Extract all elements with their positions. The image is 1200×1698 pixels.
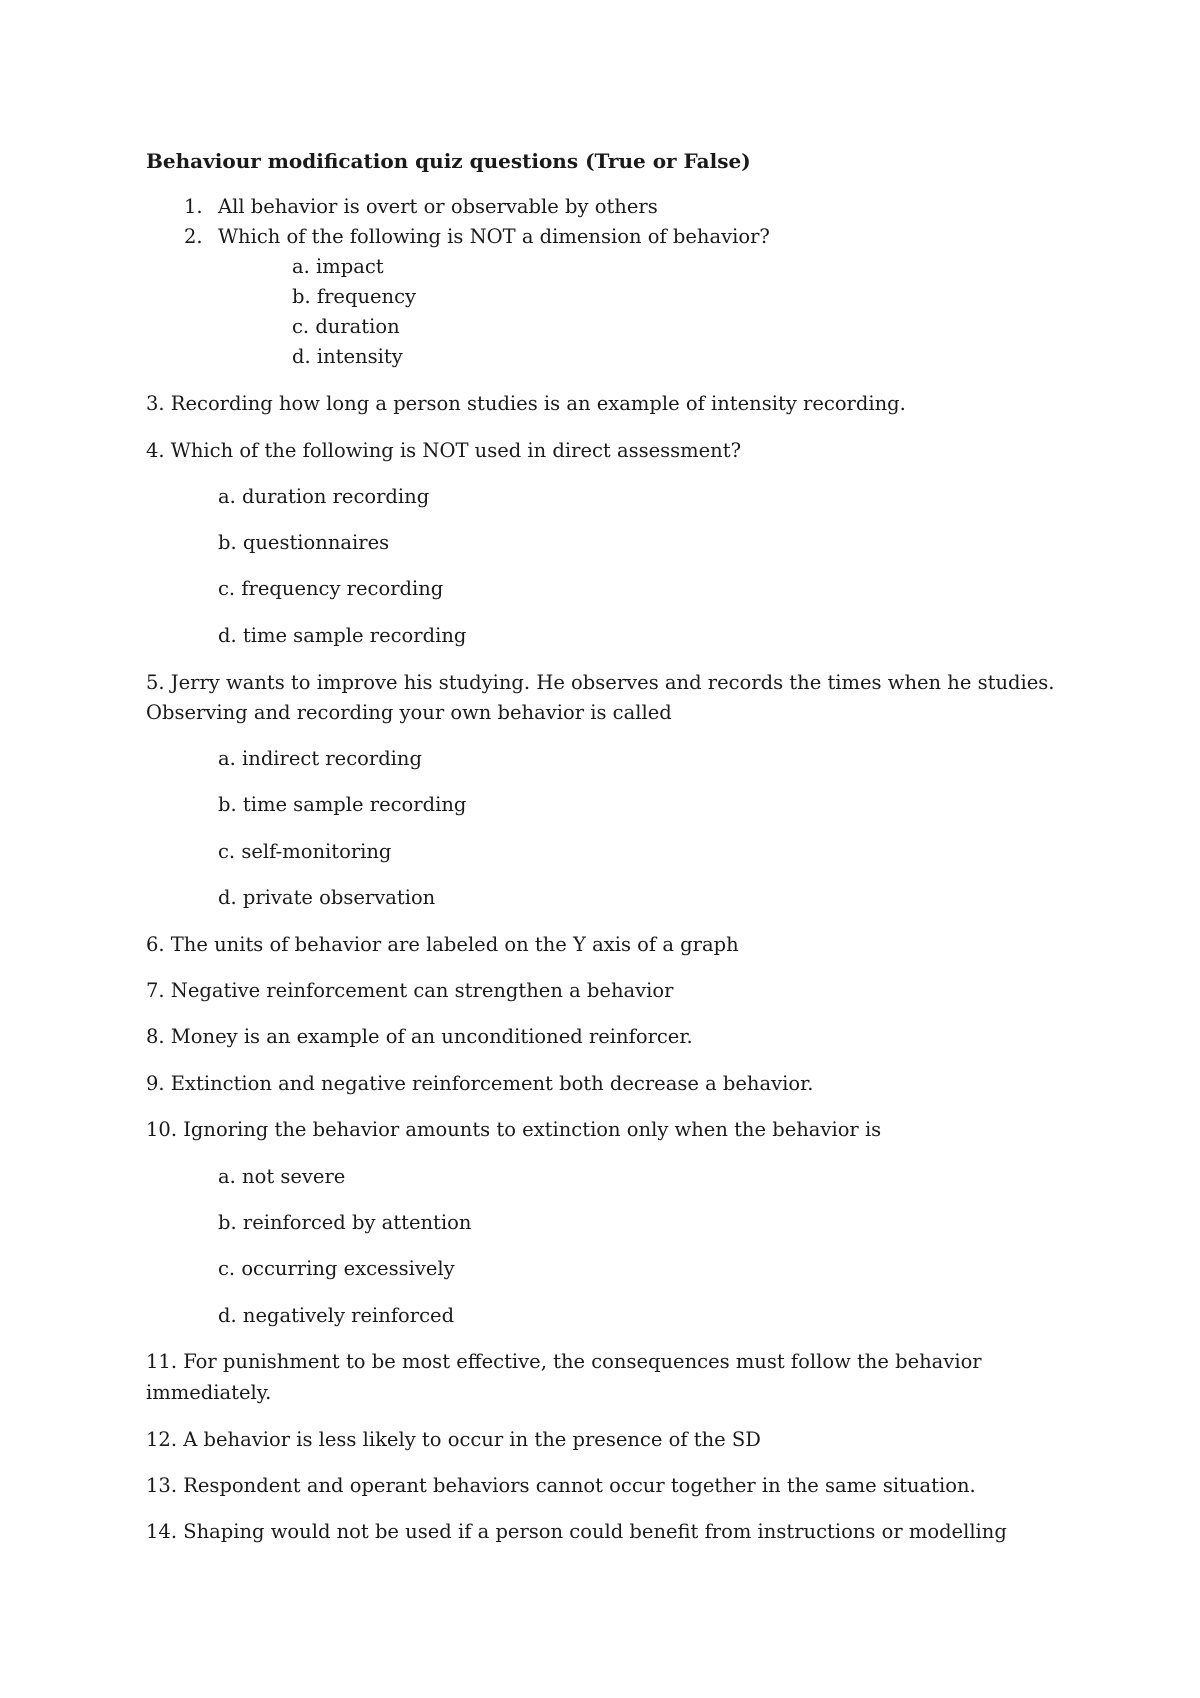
question-10: 10. Ignoring the behavior amounts to extinction only when the behavior is [146, 1118, 882, 1141]
question-5-line-2: Observing and recording your own behavior is called [146, 701, 672, 724]
q2-option-b: b. frequency [292, 285, 417, 308]
q5-option-c: c. self-monitoring [218, 840, 392, 863]
q10-option-b: b. reinforced by attention [218, 1211, 472, 1234]
question-14: 14. Shaping would not be used if a person could benefit from instructions or modelling [146, 1520, 1007, 1543]
question-8: 8. Money is an example of an unconditioned reinforcer. [146, 1025, 693, 1048]
q4-option-d: d. time sample recording [218, 624, 467, 647]
list-item-2-text: Which of the following is NOT a dimension of behavior? [218, 225, 770, 248]
list-item-2-number: 2. [184, 225, 203, 248]
document-title: Behaviour modification quiz questions (True or False) [146, 149, 751, 173]
q10-option-a: a. not severe [218, 1165, 346, 1188]
question-3: 3. Recording how long a person studies is an example of intensity recording. [146, 392, 906, 415]
question-6: 6. The units of behavior are labeled on the Y axis of a graph [146, 933, 739, 956]
list-item-1-text: All behavior is overt or observable by others [218, 195, 658, 218]
q4-option-a: a. duration recording [218, 485, 430, 508]
q2-option-d: d. intensity [292, 345, 403, 368]
question-7: 7. Negative reinforcement can strengthen a behavior [146, 979, 674, 1002]
q4-option-c: c. frequency recording [218, 577, 444, 600]
question-11-line-1: 11. For punishment to be most effective, the consequences must follow the behavior [146, 1350, 982, 1373]
question-12: 12. A behavior is less likely to occur in the presence of the SD [146, 1428, 761, 1451]
q5-option-b: b. time sample recording [218, 793, 467, 816]
question-4: 4. Which of the following is NOT used in direct assessment? [146, 439, 742, 462]
q2-option-a: a. impact [292, 255, 384, 278]
q10-option-c: c. occurring excessively [218, 1257, 455, 1280]
q2-option-c: c. duration [292, 315, 400, 338]
question-11-line-2: immediately. [146, 1381, 272, 1404]
q4-option-b: b. questionnaires [218, 531, 390, 554]
question-13: 13. Respondent and operant behaviors cannot occur together in the same situation. [146, 1474, 976, 1497]
q5-option-d: d. private observation [218, 886, 436, 909]
q10-option-d: d. negatively reinforced [218, 1304, 455, 1327]
list-item-1-number: 1. [184, 195, 203, 218]
question-5-line-1: 5. Jerry wants to improve his studying. He observes and records the times when he studies. [146, 671, 1055, 694]
question-9: 9. Extinction and negative reinforcement both decrease a behavior. [146, 1072, 814, 1095]
q5-option-a: a. indirect recording [218, 747, 422, 770]
